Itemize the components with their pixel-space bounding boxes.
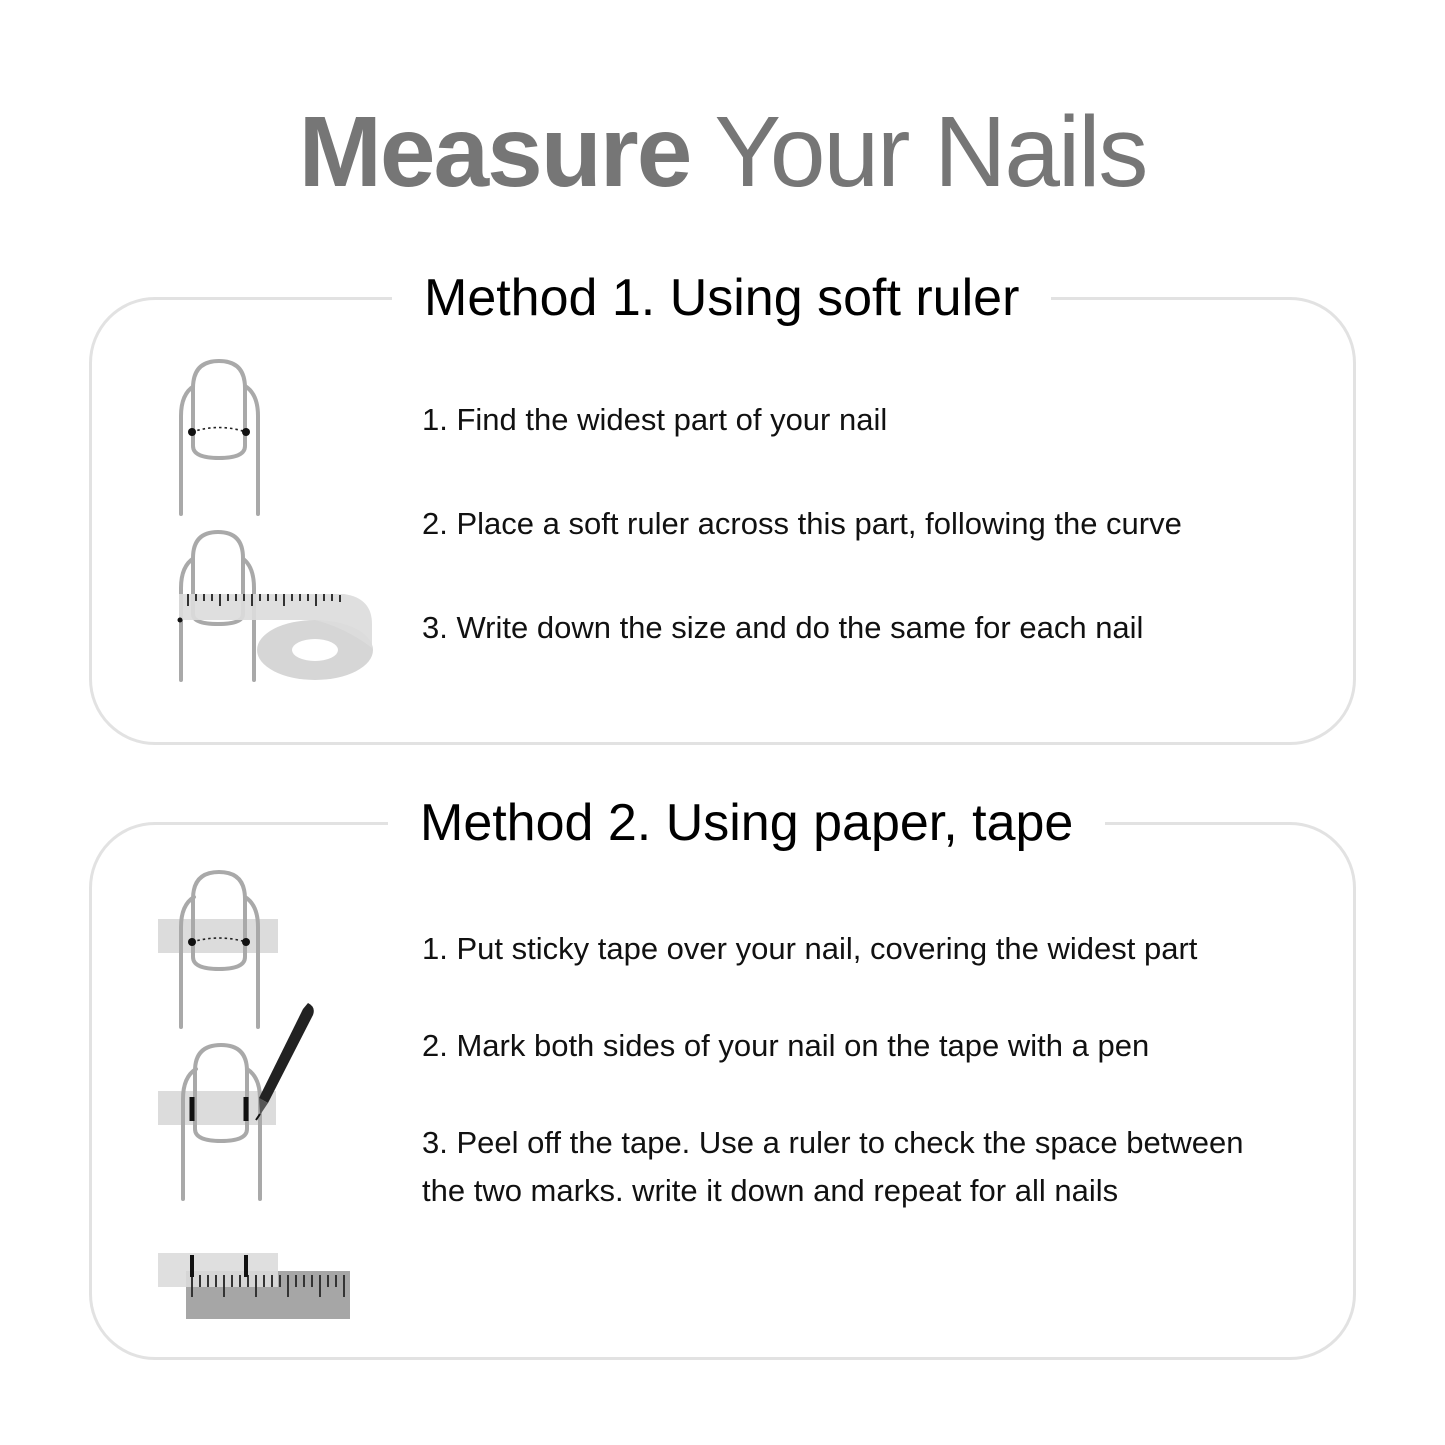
finger-pen-mark-icon	[156, 997, 326, 1207]
method-2-step-1: 1. Put sticky tape over your nail, covering the widest part	[422, 931, 1198, 966]
page-title-bold: Measure	[298, 96, 691, 208]
page-title	[0, 92, 1445, 212]
method-1-step-1: 1. Find the widest part of your nail	[422, 402, 888, 437]
tape-on-ruler-icon	[156, 1251, 356, 1323]
method-2-step-2: 2. Mark both sides of your nail on the tape with a pen	[422, 1028, 1150, 1063]
finger-widest-part-icon	[176, 356, 266, 521]
finger-soft-ruler-icon	[176, 528, 376, 688]
method-2-card	[89, 794, 1356, 1360]
method-2-step-3: 3. Peel off the tape. Use a ruler to check the space between	[422, 1125, 1244, 1160]
method-2-step-3-continued: the two marks. write it down and repeat for all nails	[422, 1173, 1119, 1208]
method-2-heading: Method 2. Using paper, tape	[388, 793, 1105, 853]
method-1-card	[89, 269, 1356, 745]
method-1-heading: Method 1. Using soft ruler	[392, 268, 1051, 328]
method-1-step-2: 2. Place a soft ruler across this part, following the curve	[422, 506, 1182, 541]
page-title-light: Your Nails	[714, 96, 1147, 208]
method-1-step-3: 3. Write down the size and do the same for each nail	[422, 610, 1144, 645]
